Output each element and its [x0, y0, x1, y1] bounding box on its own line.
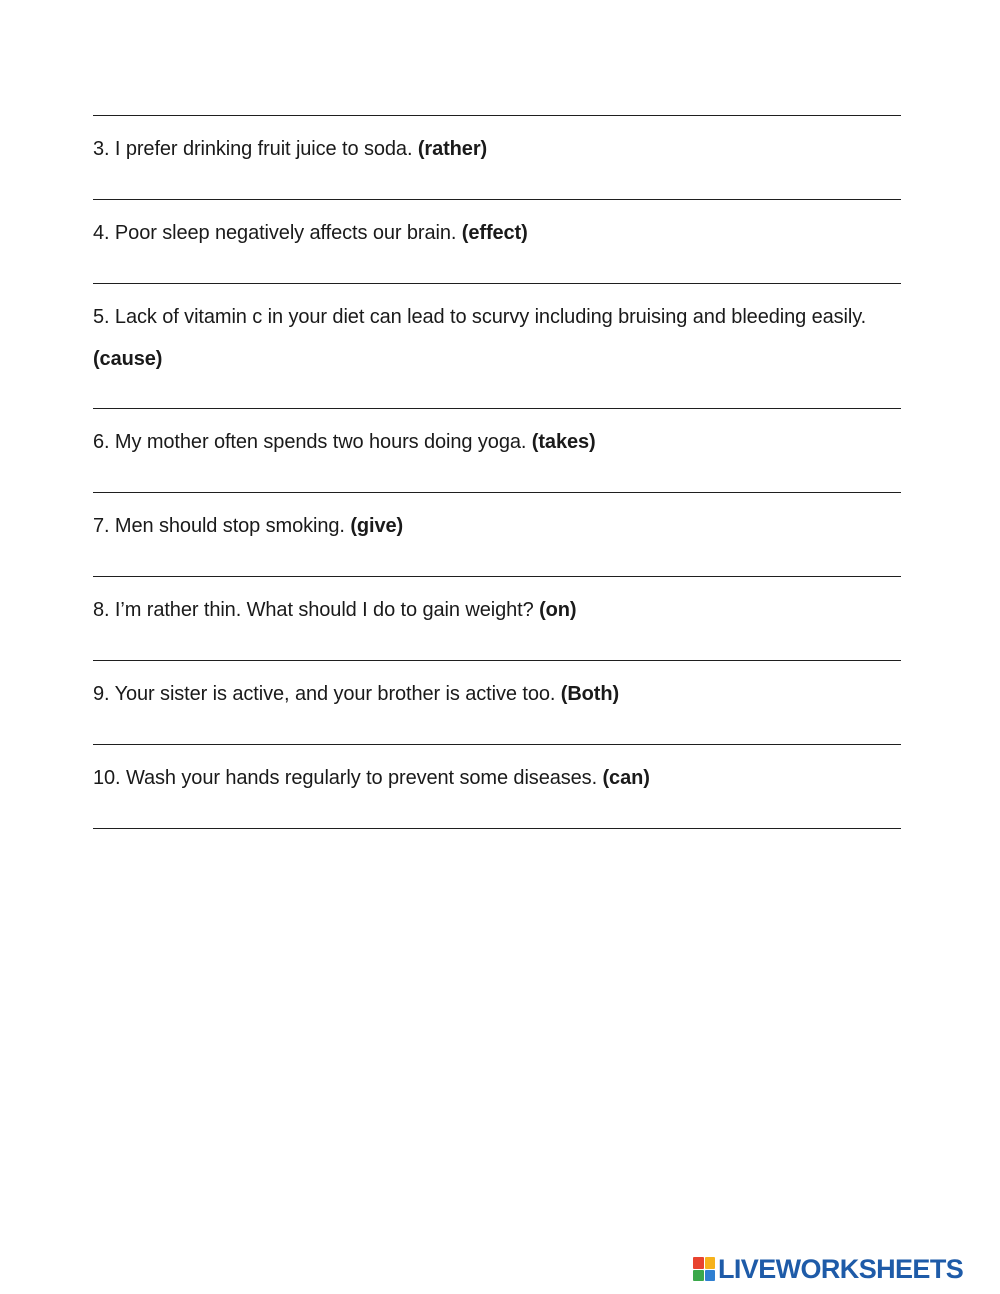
answer-line[interactable] — [93, 115, 901, 116]
question-9-text: 9. Your sister is active, and your brother is active too. — [93, 683, 561, 705]
answer-line[interactable] — [93, 492, 901, 493]
answer-line[interactable] — [93, 283, 901, 284]
question-5 — [93, 305, 866, 329]
question-7 — [93, 514, 403, 538]
answer-line[interactable] — [93, 660, 901, 661]
question-6-keyword: (takes) — [531, 431, 596, 453]
answer-line[interactable] — [93, 744, 901, 745]
question-4-text: 4. Poor sleep negatively affects our brain. — [93, 222, 462, 244]
question-5-text: 5. Lack of vitamin c in your diet can lead to scurvy including bruising and bleeding easily. — [93, 306, 867, 328]
question-5-keyword: (cause) — [93, 348, 163, 370]
answer-line[interactable] — [93, 828, 901, 829]
question-8 — [93, 598, 576, 622]
brand-wordmark: LIVEWORKSHEETS — [718, 1253, 964, 1284]
question-8-text: 8. I’m rather thin. What should I do to gain weight? — [93, 599, 540, 621]
question-8-keyword: (on) — [539, 599, 577, 621]
question-6-text: 6. My mother often spends two hours doing yoga. — [93, 431, 532, 453]
question-4 — [93, 221, 528, 245]
answer-line[interactable] — [93, 199, 901, 200]
question-10 — [93, 766, 650, 790]
question-3-text: 3. I prefer drinking fruit juice to soda. — [93, 138, 418, 160]
logo-tile — [705, 1270, 716, 1282]
question-7-text: 7. Men should stop smoking. — [93, 515, 351, 537]
question-3 — [93, 137, 487, 161]
answer-line[interactable] — [93, 408, 901, 409]
liveworksheets-brand — [693, 1254, 963, 1284]
logo-tile — [705, 1257, 716, 1269]
question-7-keyword: (give) — [350, 515, 404, 537]
question-4-keyword: (effect) — [461, 222, 528, 244]
answer-line[interactable] — [93, 576, 901, 577]
logo-tile — [693, 1257, 704, 1269]
question-9 — [93, 682, 619, 706]
question-3-keyword: (rather) — [417, 138, 488, 160]
liveworksheets-logo-icon — [693, 1257, 715, 1281]
question-10-text: 10. Wash your hands regularly to prevent some diseases. — [93, 767, 603, 789]
question-9-keyword: (Both) — [560, 683, 620, 705]
logo-tile — [693, 1270, 704, 1282]
question-10-keyword: (can) — [602, 767, 650, 789]
question-6 — [93, 430, 596, 454]
